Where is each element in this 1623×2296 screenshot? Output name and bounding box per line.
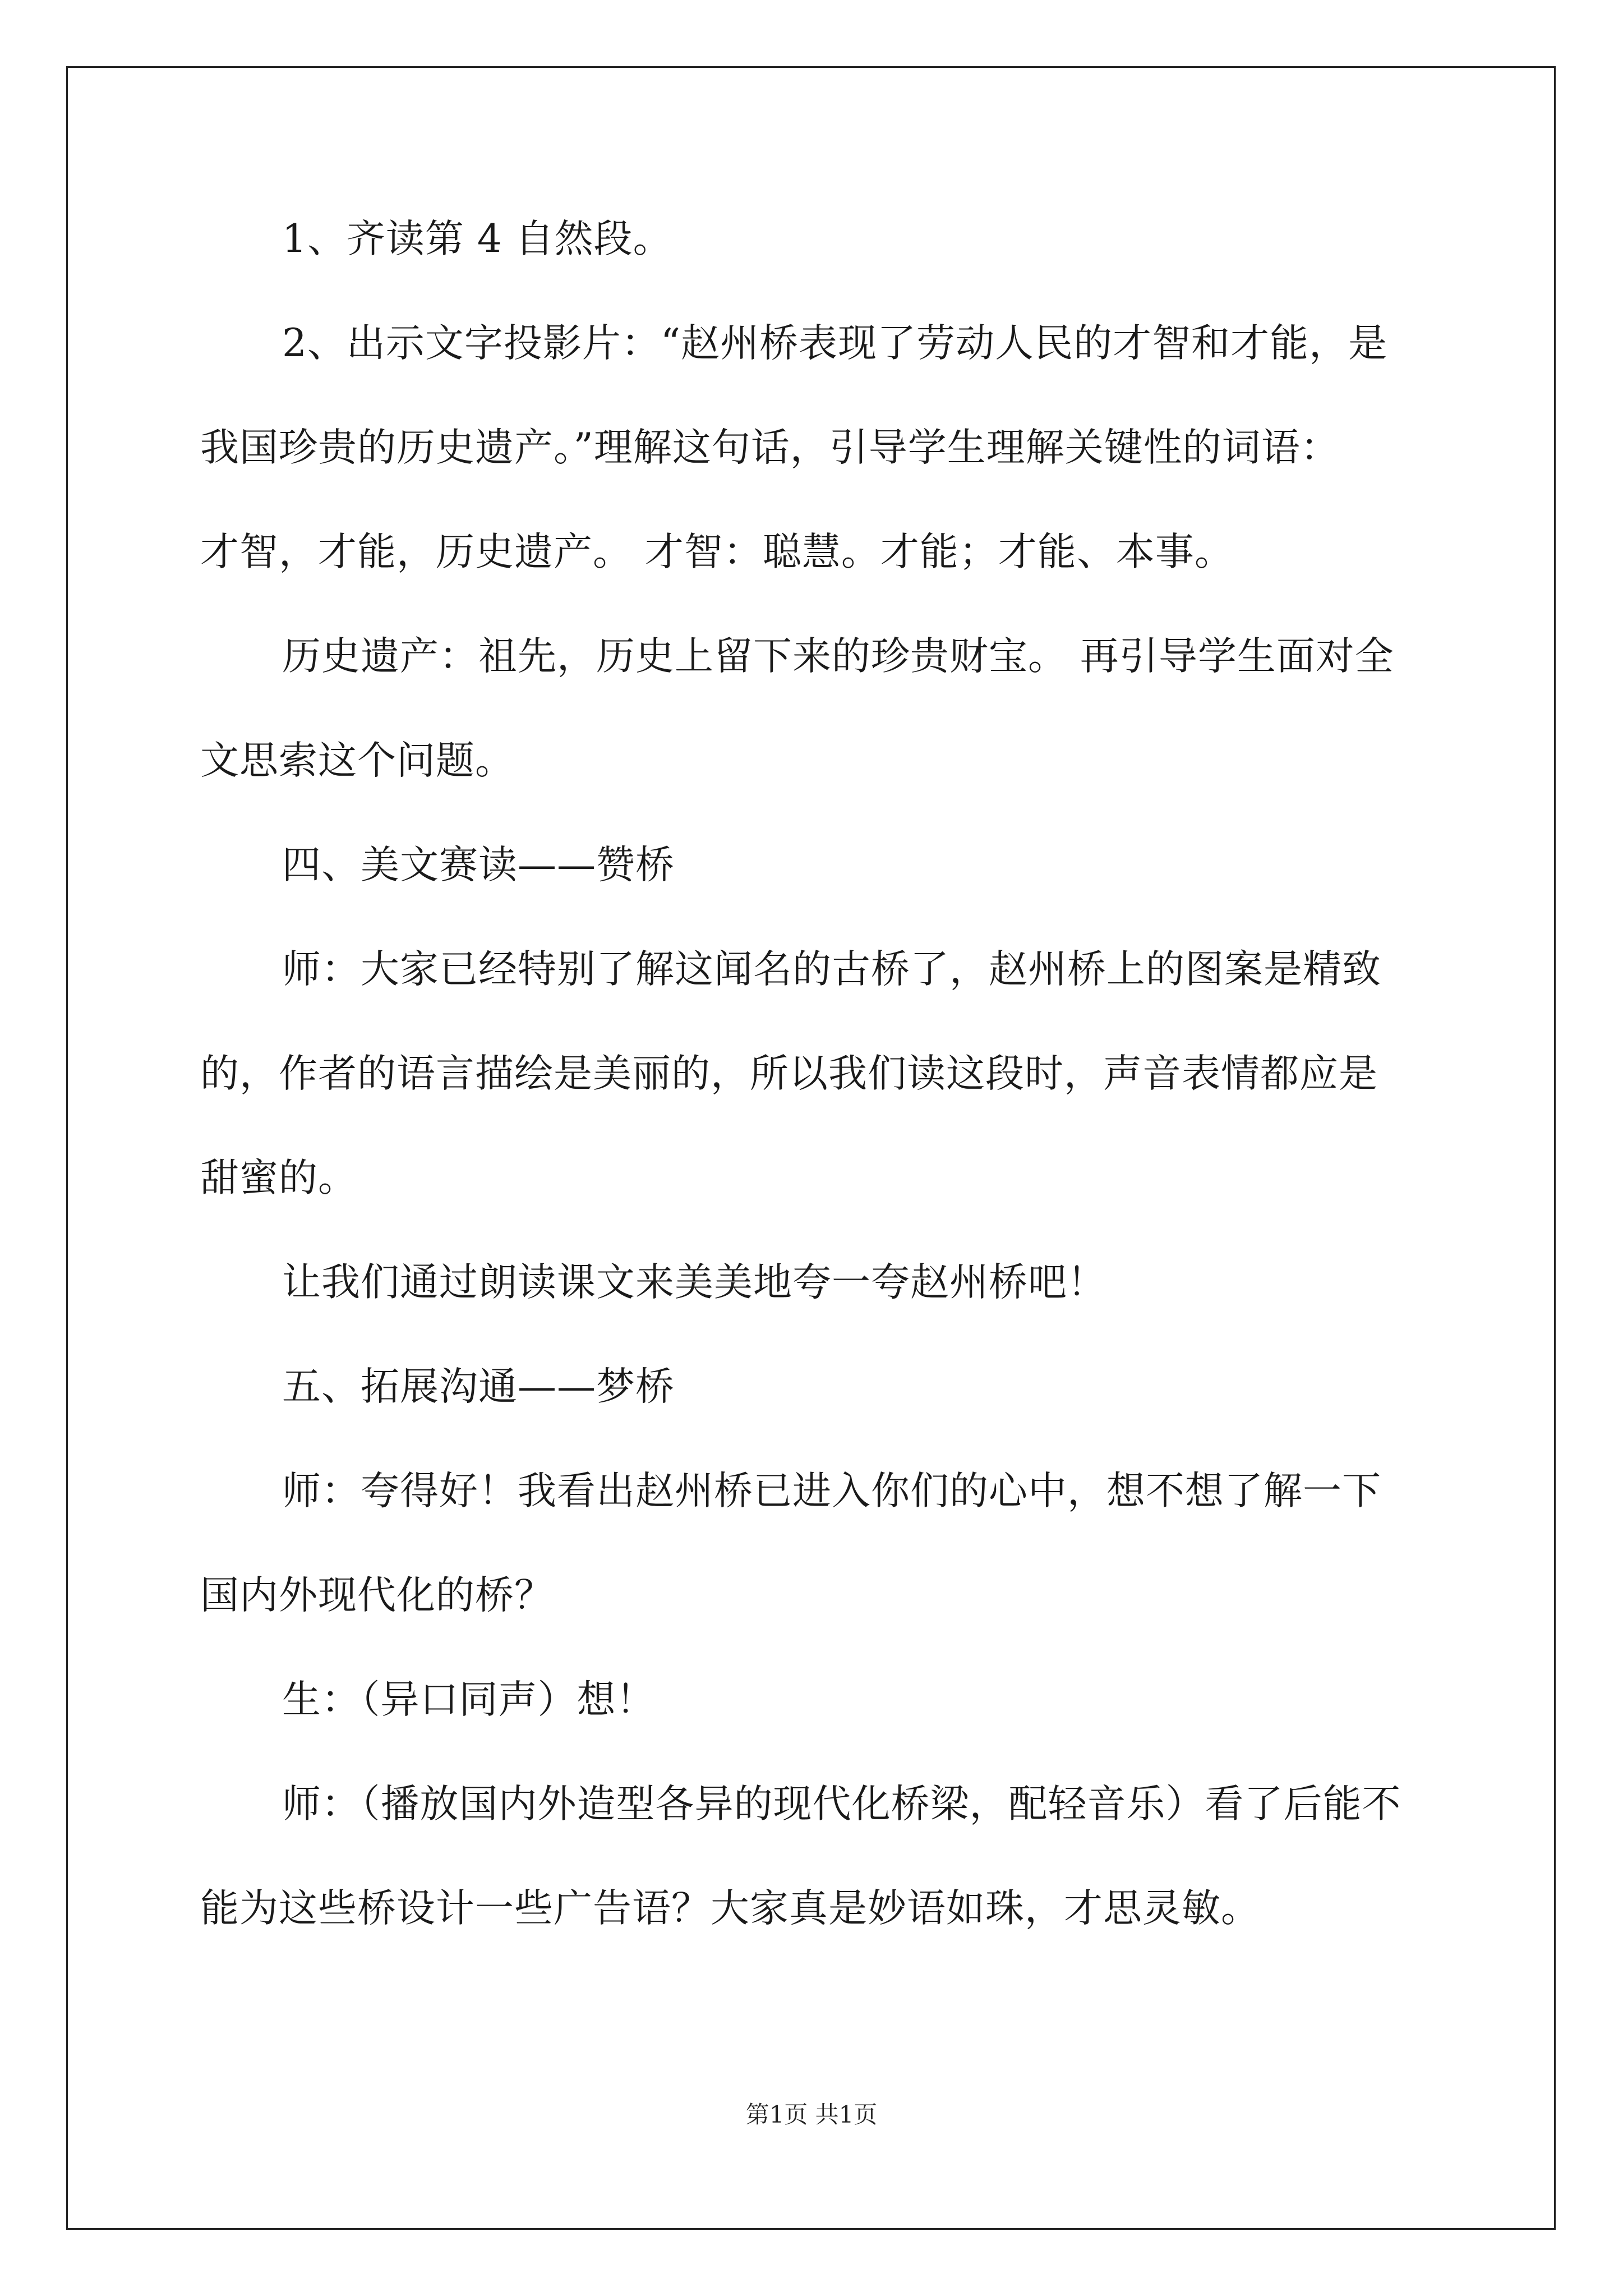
paragraph-line: 师：大家已经特别了解这闻名的古桥了，赵州桥上的图案是精致 bbox=[282, 947, 1381, 992]
paragraph-line: 能为这些桥设计一些广告语？大家真是妙语如珠，才思灵敏。 bbox=[200, 1886, 1260, 1931]
paragraph-line: 1、齐读第 4 自然段。 bbox=[282, 217, 672, 261]
paragraph-line: 让我们通过朗读课文来美美地夸一夸赵州桥吧！ bbox=[282, 1260, 1106, 1305]
page-footer: 第1页 共1页 bbox=[745, 2101, 878, 2128]
section-heading: 五、拓展沟通——梦桥 bbox=[282, 1364, 675, 1409]
section-heading: 四、美文赛读——赞桥 bbox=[282, 843, 675, 887]
paragraph-line: 历史遗产：祖先，历史上留下来的珍贵财宝。 再引导学生面对全 bbox=[282, 634, 1394, 679]
paragraph-line: 甜蜜的。 bbox=[200, 1156, 357, 1200]
paragraph-line: 才智，才能，历史遗产。 才智：聪慧。才能；才能、本事。 bbox=[200, 530, 1234, 574]
paragraph-line: 文思索这个问题。 bbox=[200, 738, 514, 783]
paragraph-line: 师：（播放国内外造型各异的现代化桥梁，配轻音乐）看了后能不 bbox=[282, 1782, 1401, 1826]
paragraph-line: 我国珍贵的历史遗产。”理解这句话，引导学生理解关键性的词语： bbox=[200, 425, 1340, 470]
paragraph-line: 生：（异口同声）想！ bbox=[282, 1677, 656, 1722]
paragraph-line: 2、出示文字投影片：“赵州桥表现了劳动人民的才智和才能，是 bbox=[282, 321, 1388, 366]
paragraph-line: 国内外现代化的桥？ bbox=[200, 1573, 554, 1618]
paragraph-line: 的，作者的语言描绘是美丽的，所以我们读这段时，声音表情都应是 bbox=[200, 1051, 1378, 1096]
paragraph-line: 师：夸得好！我看出赵州桥已进入你们的心中，想不想了解一下 bbox=[282, 1469, 1381, 1513]
